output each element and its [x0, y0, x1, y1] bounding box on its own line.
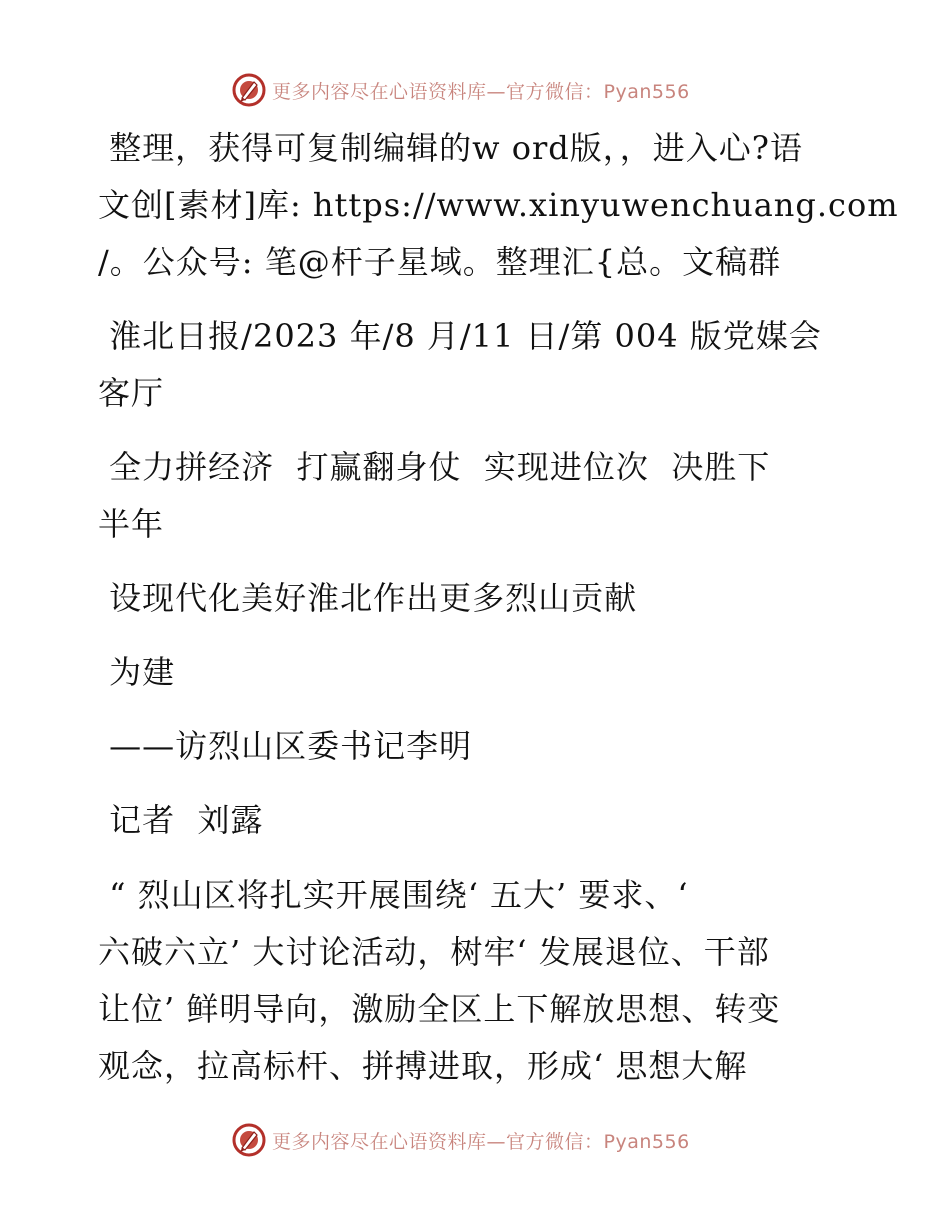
red-circular-pen-logo-icon — [232, 1123, 266, 1157]
red-circular-pen-logo-icon — [232, 73, 266, 107]
text-line: 为建 — [98, 653, 176, 691]
text-line: 六破六立’ 大讨论活动，树牢‘ 发展退位、干部 — [98, 933, 770, 971]
text-line: ——访烈山区委书记李明 — [98, 727, 473, 765]
banner-text: 更多内容尽在心语资料库—官方微信：Pyan556 — [272, 1130, 690, 1153]
header-banner — [232, 72, 712, 108]
text-line: 设现代化美好淮北作出更多烈山贡献 — [98, 579, 638, 617]
footer-banner — [232, 1122, 712, 1158]
text-line: 客厅 — [98, 374, 165, 412]
text-line: 整理，获得可复制编辑的w ord版，，进入心?语 — [98, 129, 803, 167]
text-line: 半年 — [98, 505, 165, 543]
banner-text: 更多内容尽在心语资料库—官方微信：Pyan556 — [272, 80, 690, 103]
text-line: “ 烈山区将扎实开展围绕‘ 五大’ 要求、‘ — [98, 876, 689, 914]
text-line: /。公众号: 笔@杆子星域。整理汇{总。文稿群 — [98, 243, 782, 281]
text-line: 观念，拉高标杆、拼搏进取，形成‘ 思想大解 — [98, 1047, 748, 1085]
text-line: 全力拼经济 打赢翻身仗 实现进位次 决胜下 — [98, 448, 771, 486]
text-line: 文创[素材]库: https://www.xinyuwenchuang.com — [98, 186, 899, 224]
text-line: 记者 刘露 — [98, 801, 264, 839]
text-line: 让位’ 鲜明导向，激励全区上下解放思想、转变 — [98, 990, 781, 1028]
text-line: 淮北日报/2023 年/8 月/11 日/第 004 版党媒会 — [98, 317, 822, 355]
